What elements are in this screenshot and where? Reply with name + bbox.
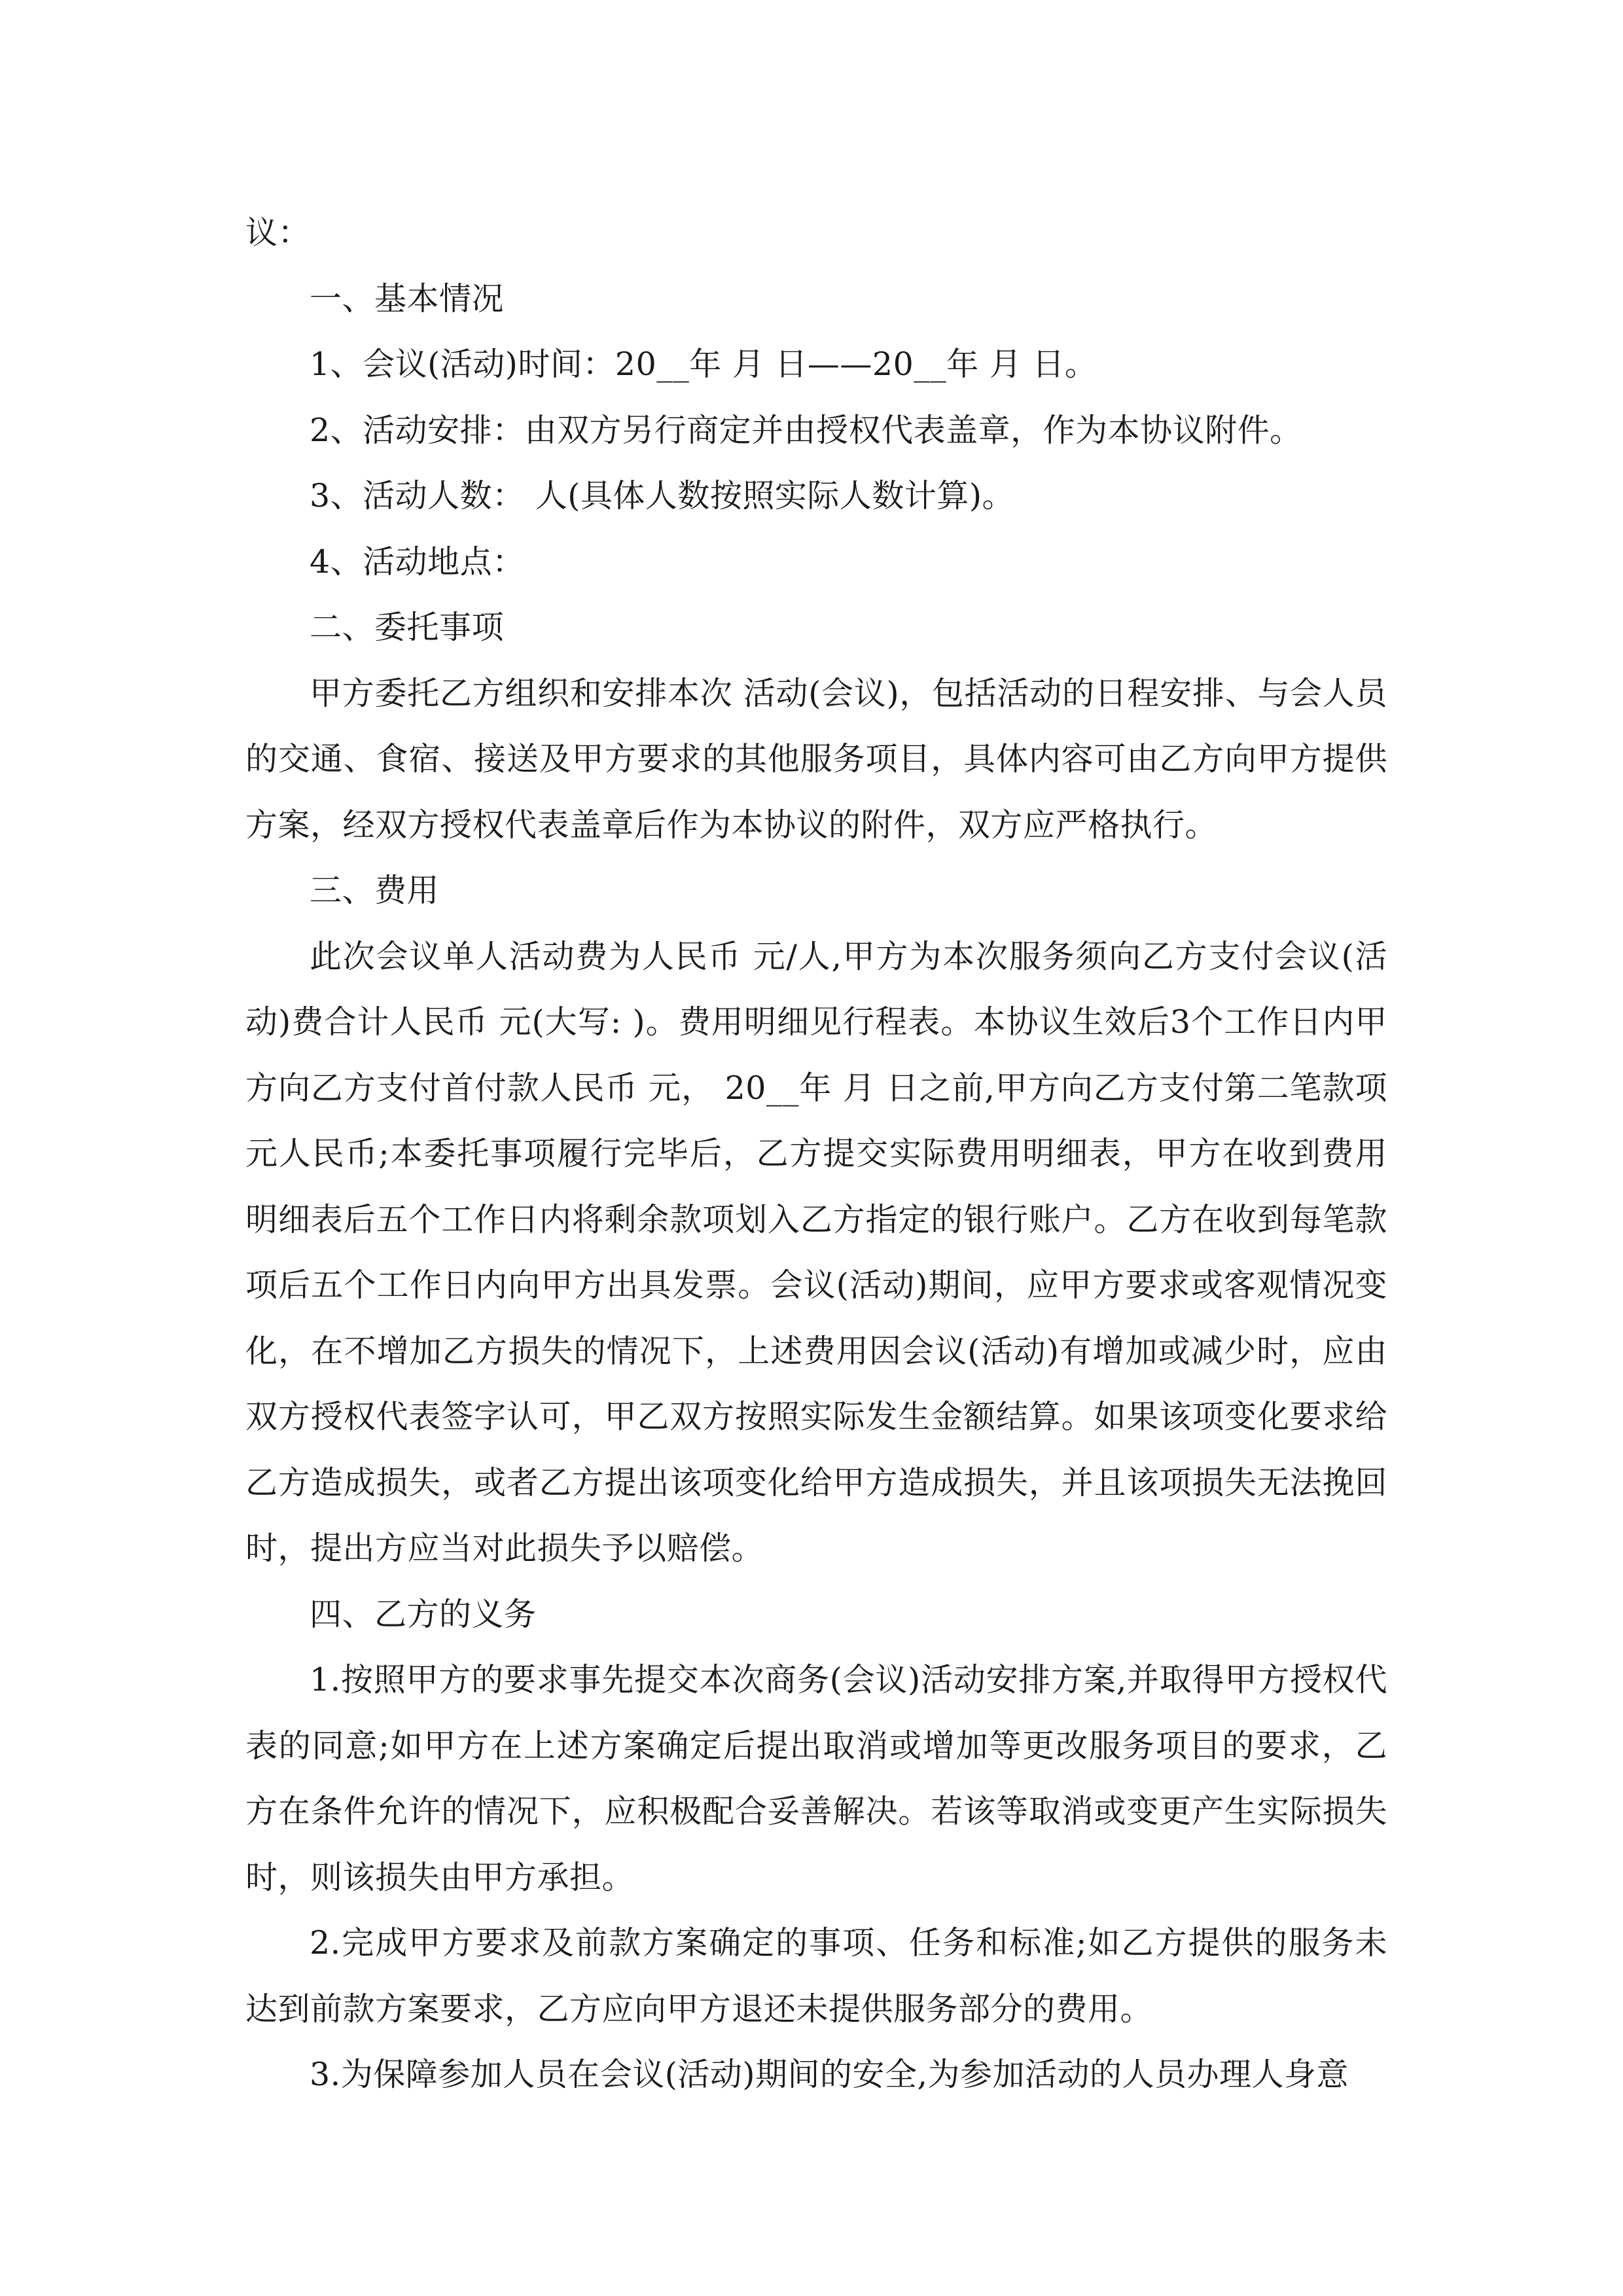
section-1-item-1: 1、会议(活动)时间：20__年 月 日——20__年 月 日。 xyxy=(310,346,1097,383)
section-4-heading: 四、乙方的义务 xyxy=(310,1595,537,1633)
section-4-item-2: 2.完成甲方要求及前款方案确定的事项、任务和标准;如乙方提供的服务未达到前款方案要求，乙方应向甲方退还未提供服务部分的费用。 xyxy=(245,1924,1387,2028)
section-1-item-3: 3、活动人数： 人(具体人数按照实际人数计算)。 xyxy=(310,477,1014,514)
section-3-heading: 三、费用 xyxy=(310,872,440,909)
lead-text: 议： xyxy=(245,214,311,251)
section-4-item-3: 3.为保障参加人员在会议(活动)期间的安全,为参加活动的人员办理人身意 xyxy=(310,2056,1349,2093)
document-body xyxy=(245,200,1387,2108)
section-4-item-1: 1.按照甲方的要求事先提交本次商务(会议)活动安排方案,并取得甲方授权代表的同意;如甲方在上述方案确定后提出取消或增加等更改服务项目的要求，乙方在条件允许的情况下，应积极配合妥善解决。若该等取消或变更产生实际损失时，则该损失由甲方承担。 xyxy=(245,1661,1387,1896)
section-1-item-4: 4、活动地点： xyxy=(310,543,525,581)
section-3-paragraph: 此次会议单人活动费为人民币 元/人,甲方为本次服务须向乙方支付会议(活动)费合计人民币 元(大写: )。费用明细见行程表。本协议生效后3个工作日内甲方向乙方支付首付款人民币 元， 20__年 月 日之前,甲方向乙方支付第二笔款项 元人民币;本委托事项履行完毕后，乙方提交实际费用明细表，甲方在收到费用明细表后五个工作日内将剩余款项划入乙方指定的银行账户。乙方在收到每笔款项后五个工作日内向甲方出具发票。会议(活动)期间，应甲方要求或客观情况变化，在不增加乙方损失的情况下，上述费用因会议(活动)有增加或减少时，应由双方授权代表签字认可，甲乙双方按照实际发生金额结算。如果该项变化要求给乙方造成损失，或者乙方提出该项变化给甲方造成损失，并且该项损失无法挽回时，提出方应当对此损失予以赔偿。 xyxy=(245,937,1388,1567)
section-2-paragraph: 甲方委托乙方组织和安排本次 活动(会议)，包括活动的日程安排、与会人员的交通、食宿、接送及甲方要求的其他服务项目，具体内容可由乙方向甲方提供方案，经双方授权代表盖章后作为本协议的附件，双方应严格执行。 xyxy=(245,674,1387,844)
section-1-item-2: 2、活动安排：由双方另行商定并由授权代表盖章，作为本协议附件。 xyxy=(310,411,1302,449)
section-2-heading: 二、委托事项 xyxy=(310,609,505,646)
section-1-heading: 一、基本情况 xyxy=(310,279,505,317)
